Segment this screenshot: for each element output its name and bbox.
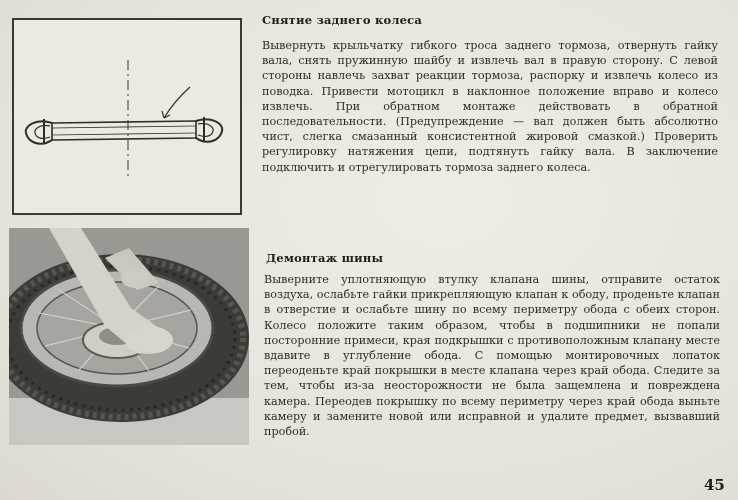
tire-photo-icon (9, 228, 249, 445)
axle-drawing-icon (14, 20, 240, 213)
tire-removal-photo (9, 228, 249, 445)
section1-title: Снятие заднего колеса (262, 13, 423, 27)
page-number: 45 (704, 476, 725, 494)
axle-diagram (12, 18, 242, 215)
section1-body: Вывернуть крыльчатку гибкого троса заднего тормоза, отвернуть гайку вала, снять пружинную шайбу и извлечь вал в правую сторону. С левой стороны навлечь захват реакции тормоза, распорку и извлечь колесо из поводка. Привести мотоцикл в наклонное положение вправо и колесо извлечь. При обратном монтаже действовать в обратной последовательности. (Предупреждение — вал должен быть абсолютно чист, слегка смазанный консистентной жировой смазкой.) Проверить регулировку натяжения цепи, подтянуть гайку вала. В заключение подключить и отрегулировать тормоза заднего колеса. (262, 39, 718, 174)
section2-body: Выверните уплотняющую втулку клапана шины, отправите остаток воздуха, ослабьте гайки прикрепляющую клапан к ободу, проденьте клапан в отверстие и ослабьте шину по всему периметру обода с обеих сторон. Колесо положите таким образом, чтобы в подшипники не попали посторонние примеси, края подкрышки с противоположным клапану месте вдавите в углубление обода. С помощью монтировочных лопаток переоденьте край покрышки в месте клапана через край обода. Следите за тем, чтобы из-за неосторожности не была защемлена и повреждена камера. Переодев покрышку по всему периметру через край обода выньте камеру и замените новой или исправной и удалите предмет, вызвавший пробой. (264, 273, 720, 439)
section2-title: Демонтаж шины (266, 251, 384, 265)
